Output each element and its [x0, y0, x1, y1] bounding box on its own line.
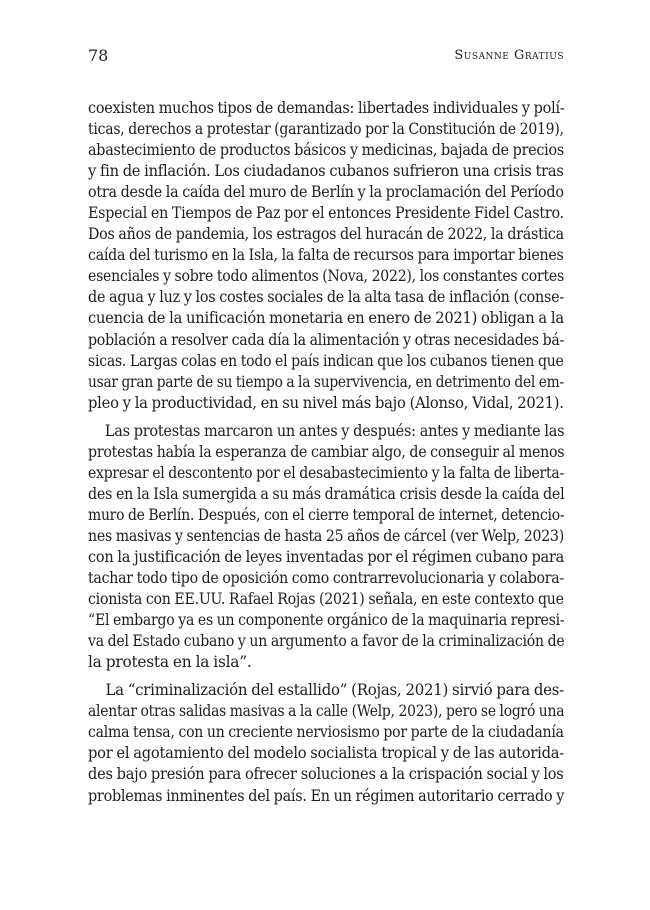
- text-line: Dos años de pandemia, los estragos del huracán de 2022, la drástica: [88, 225, 564, 244]
- text-line: población a resolver cada día la alimentación y otras necesidades bá-: [88, 330, 565, 349]
- paragraph-3: [88, 680, 564, 806]
- text-line: con la justificación de leyes inventadas por el régimen cubano para: [88, 547, 565, 566]
- text-line: tachar todo tipo de oposición como contrarrevolucionaria y colabora-: [88, 569, 565, 588]
- page-header: [88, 44, 564, 68]
- text-line: nes masivas y sentencias de hasta 25 años de cárcel (ver Welp, 2023): [88, 526, 565, 545]
- text-line: cuencia de la unificación monetaria en enero de 2021) obligan a la: [88, 309, 564, 328]
- text-line: caída del turismo en la Isla, la falta de recursos para importar bienes: [88, 246, 564, 265]
- text-line: muro de Berlín. Después, con el cierre temporal de internet, detencio-: [88, 505, 565, 524]
- text-line: des bajo presión para ofrecer soluciones a la crispación social y los: [88, 765, 564, 784]
- page-number: 78: [88, 46, 109, 65]
- text-line: va del Estado cubano y un argumento a favor de la criminalización de: [88, 632, 565, 651]
- text-line: esenciales y sobre todo alimentos (Nova, 2022), los constantes cortes: [88, 267, 564, 286]
- text-line: protestas había la esperanza de cambiar algo, de conseguir al menos: [88, 442, 565, 461]
- text-line: por el agotamiento del modelo socialista tropical y de las autorida-: [88, 744, 564, 763]
- text-line: cionista con EE.UU. Rafael Rojas (2021) señala, en este contexto que: [88, 590, 564, 609]
- text-line: Especial en Tiempos de Paz por el entonces Presidente Fidel Castro.: [88, 204, 564, 223]
- text-line: problemas inminentes del país. En un régimen autoritario cerrado y: [88, 786, 565, 805]
- text-line: abastecimiento de productos básicos y medicinas, bajada de precios: [88, 141, 564, 160]
- text-line: calma tensa, con un creciente nerviosismo por parte de la ciudadanía: [88, 723, 564, 742]
- text-line: des en la Isla sumergida a su más dramática crisis desde la caída del: [88, 484, 565, 503]
- text-line: otra desde la caída del muro de Berlín y la proclamación del Período: [88, 183, 564, 202]
- body-text: [88, 98, 564, 814]
- text-line: la protesta en la isla”.: [88, 653, 252, 672]
- text-line: de agua y luz y los costes sociales de la alta tasa de inflación (conse-: [88, 288, 565, 307]
- running-head-author: Susanne Gratius: [454, 48, 564, 63]
- text-line: “El embargo ya es un componente orgánico de la maquinaria represi-: [88, 611, 565, 630]
- text-line: sicas. Largas colas en todo el país indican que los cubanos tienen que: [88, 351, 564, 370]
- text-line: y fin de inflación. Los ciudadanos cubanos sufrieron una crisis tras: [88, 162, 564, 181]
- text-line: La “criminalización del estallido” (Rojas, 2021) sirvió para des-: [105, 681, 564, 700]
- paragraph-2: [88, 421, 564, 674]
- text-line: Las protestas marcaron un antes y después: antes y mediante las: [104, 421, 565, 440]
- text-line: expresar el descontento por el desabastecimiento y la falta de liberta-: [88, 463, 564, 482]
- paragraph-1: [88, 98, 564, 414]
- text-line: pleo y la productividad, en su nivel más bajo (Alonso, Vidal, 2021).: [88, 393, 564, 412]
- text-line: usar gran parte de su tiempo a la supervivencia, en detrimento del em-: [88, 372, 564, 391]
- text-line: alentar otras salidas masivas a la calle (Welp, 2023), pero se logró una: [88, 702, 565, 721]
- text-line: coexisten muchos tipos de demandas: libertades individuales y polí-: [88, 99, 565, 117]
- text-line: ticas, derechos a protestar (garantizado por la Constitución de 2019),: [88, 120, 564, 139]
